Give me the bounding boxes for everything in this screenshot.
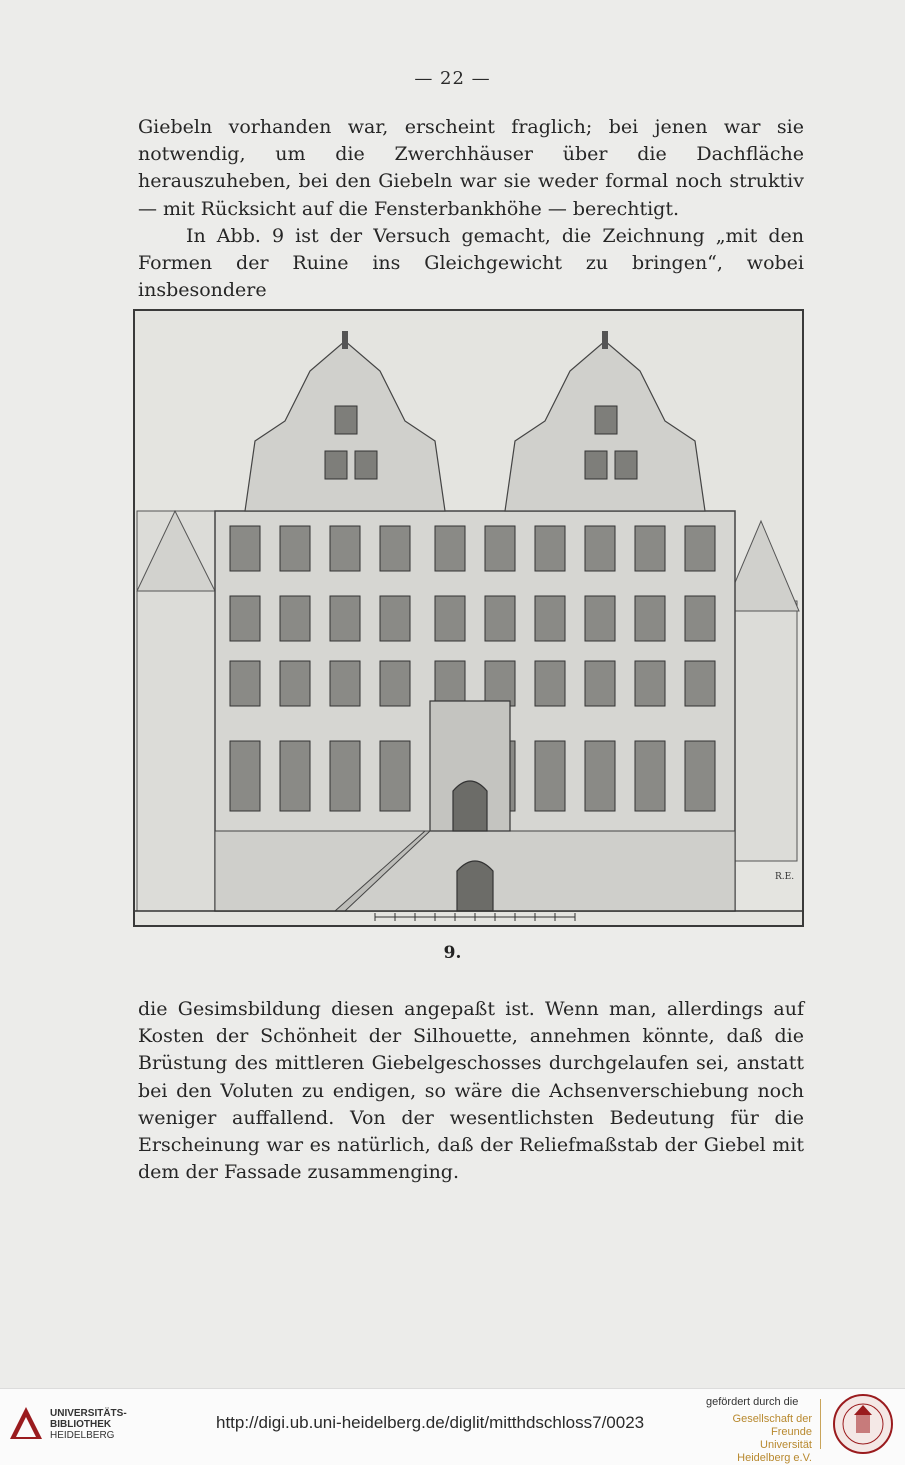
sponsor-label: gefördert durch die [706,1396,799,1408]
paragraph-top-1: Giebeln vorhanden war, erscheint fraglich; bei jenen war sie notwendig, um die Zwerchhäuser über die Dachfläche herauszuheben, bei den Giebeln war sie weder formal noch struktiv — mit Rücksicht auf die Fensterbankhöhe — berechtigt. [138,116,804,220]
gable-window [595,406,617,434]
paragraph-top-2: In Abb. 9 ist der Versuch gemacht, die Zeichnung „mit den Formen der Ruine ins Gleichgewicht zu bringen“, wobei insbesondere [138,224,804,302]
library-line-1: UNIVERSITÄTS- [50,1408,127,1419]
facade-window [685,661,715,706]
facade-window [380,661,410,706]
text-block-top [138,114,804,304]
sponsor-line-1: Gesellschaft der Freunde [732,1413,812,1438]
facade-window [535,526,565,571]
facade-window [230,596,260,641]
facade-window [685,596,715,641]
facade-window [330,526,360,571]
facade-illustration [135,311,802,925]
facade-window [635,596,665,641]
facade-window [585,526,615,571]
statue [602,331,608,349]
facade-window [435,661,465,706]
facade-window [635,741,665,811]
figure-facade-drawing [133,309,804,927]
facade-window [280,661,310,706]
facade-window [380,741,410,811]
figure-signature: R.E. [775,872,795,882]
figure-caption: 9. [443,943,462,963]
facade-window [380,596,410,641]
facade-window [485,596,515,641]
text-block-bottom [138,996,804,1186]
library-name[interactable] [50,1408,127,1441]
facade-window [685,526,715,571]
sponsor-name[interactable] [706,1413,812,1465]
facade-window [280,526,310,571]
facade-window [485,526,515,571]
facade-window [535,661,565,706]
facade-window [280,741,310,811]
library-line-3: HEIDELBERG [50,1430,115,1441]
left-wing [137,511,215,911]
facade-window [485,661,515,706]
gable-window [355,451,377,479]
facade-window [685,741,715,811]
library-line-2: BIBLIOTHEK [50,1419,112,1430]
sponsor-divider [820,1399,821,1449]
facade-window [280,596,310,641]
facade-window [585,661,615,706]
facade-window [330,661,360,706]
facade-window [230,661,260,706]
paragraph-bottom: die Gesimsbildung diesen angepaßt ist. Wenn man, allerdings auf Kosten der Schönheit der Silhouette, annehmen könnte, daß die Brüstung des mittleren Giebelgeschosses durchgelaufen sei, anstatt bei den Voluten zu endigen, so wäre die Achsenverschiebung noch weniger auffallend. Von der wesentlichsten Bedeutung für die Erscheinung war es natürlich, daß der Reliefmaßstab der Giebel mit dem der Fassade zusammenging. [138,998,804,1184]
facade-window [330,596,360,641]
facade-window [585,741,615,811]
page-number: — 22 — [414,68,491,89]
gable-window [585,451,607,479]
facade-window [435,596,465,641]
gable-window [615,451,637,479]
facade-window [380,526,410,571]
statue [342,331,348,349]
facade-window [635,661,665,706]
facade-window [535,596,565,641]
facade-window [635,526,665,571]
facade-window [230,741,260,811]
facade-window [435,526,465,571]
library-logo-icon[interactable] [8,1405,44,1441]
footer-bar [0,1388,905,1464]
sponsor-line-2: Universität Heidelberg e.V. [737,1439,812,1464]
university-seal-icon [832,1393,894,1455]
facade-window [585,596,615,641]
facade-window [535,741,565,811]
facade-window [230,526,260,571]
gable-window [325,451,347,479]
permalink-url[interactable]: http://digi.ub.uni-heidelberg.de/diglit/mitthdschloss7/0023 [216,1413,645,1432]
facade-window [330,741,360,811]
gable-window [335,406,357,434]
